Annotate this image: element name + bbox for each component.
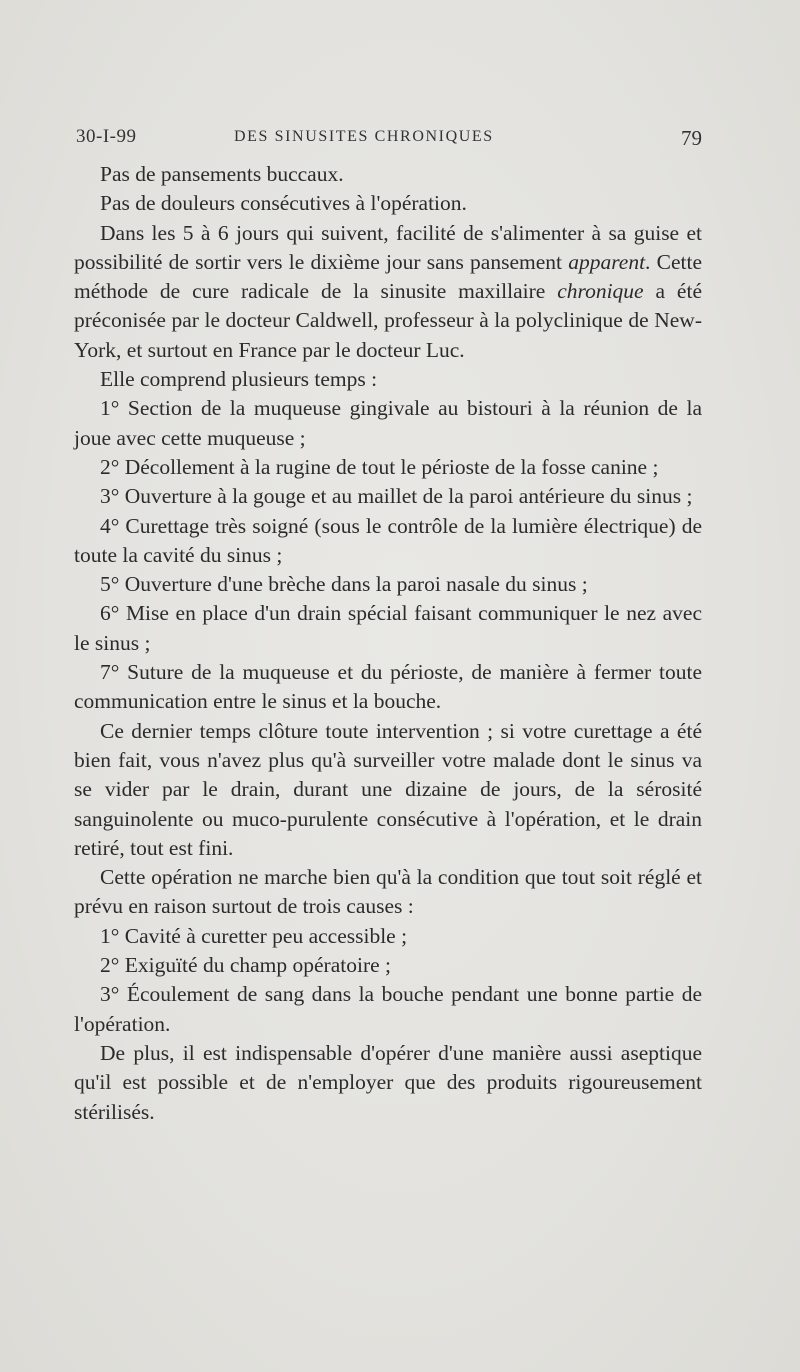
paragraph-3	[74, 219, 702, 365]
list-step-7: 7° Suture de la muqueuse et du périoste, de manière à fermer toute communication entre le sinus et la bouche.	[74, 660, 702, 714]
header-date: 30-I-99	[76, 126, 137, 147]
paragraph-5: Ce dernier temps clôture toute intervention ; si votre curettage a été bien fait, vous n'avez plus qu'à surveiller votre malade dont le sinus va se vider par le drain, durant une dizaine de jours, de la sérosité sanguinolente ou muco-purulente consécutive à l'opération, et le drain retiré, tout est fini.	[74, 718, 702, 860]
header-title: DES SINUSITES CHRONIQUES	[234, 128, 494, 145]
cause-2: 2° Exiguïté du champ opératoire ;	[100, 953, 391, 978]
paragraph-3-text-a: Dans les 5 à 6 jours qui suivent, facilité de s'alimenter à sa guise et possibilité de sortir vers le dixième jour sans pansement	[74, 220, 702, 274]
paragraph-3-text-c: a été préconisée par le docteur Caldwell, professeur à la polyclinique de New-York, et surtout en France par le docteur Luc.	[74, 279, 702, 362]
paragraph-3-text-b: . Cette méthode de cure radicale de la sinusite maxillaire	[74, 249, 703, 304]
list-step-3: 3° Ouverture à la gouge et au maillet de la paroi antérieure du sinus ;	[100, 484, 693, 509]
emphasis-apparent: apparent	[568, 249, 646, 274]
cause-1: 1° Cavité à curetter peu accessible ;	[100, 923, 408, 948]
list-step-5: 5° Ouverture d'une brèche dans la paroi nasale du sinus ;	[100, 572, 588, 597]
paragraph-4: Elle comprend plusieurs temps :	[100, 367, 378, 392]
emphasis-chronique: chronique	[557, 279, 644, 304]
list-step-1: 1° Section de la muqueuse gingivale au bistouri à la réunion de la joue avec cette muqueuse ;	[74, 396, 702, 450]
list-step-2: 2° Décollement à la rugine de tout le périoste de la fosse canine ;	[100, 454, 659, 479]
page-number: 79	[681, 126, 702, 150]
paragraph-2: Pas de douleurs consécutives à l'opération.	[100, 191, 467, 216]
cause-3: 3° Écoulement de sang dans la bouche pendant une bonne partie de l'opération.	[74, 982, 702, 1036]
running-header	[76, 126, 702, 156]
body-text	[74, 160, 702, 1127]
paragraph-6: Cette opération ne marche bien qu'à la condition que tout soit réglé et prévu en raison surtout de trois causes :	[74, 865, 702, 919]
paragraph-1: Pas de pansements buccaux.	[100, 162, 344, 186]
list-step-4: 4° Curettage très soigné (sous le contrôle de la lumière électrique) de toute la cavité du sinus ;	[74, 513, 702, 567]
paragraph-7: De plus, il est indispensable d'opérer d'une manière aussi aseptique qu'il est possible et de n'employer que des produits rigoureusement stérilisés.	[74, 1040, 702, 1124]
list-step-6: 6° Mise en place d'un drain spécial faisant communiquer le nez avec le sinus ;	[74, 601, 702, 655]
